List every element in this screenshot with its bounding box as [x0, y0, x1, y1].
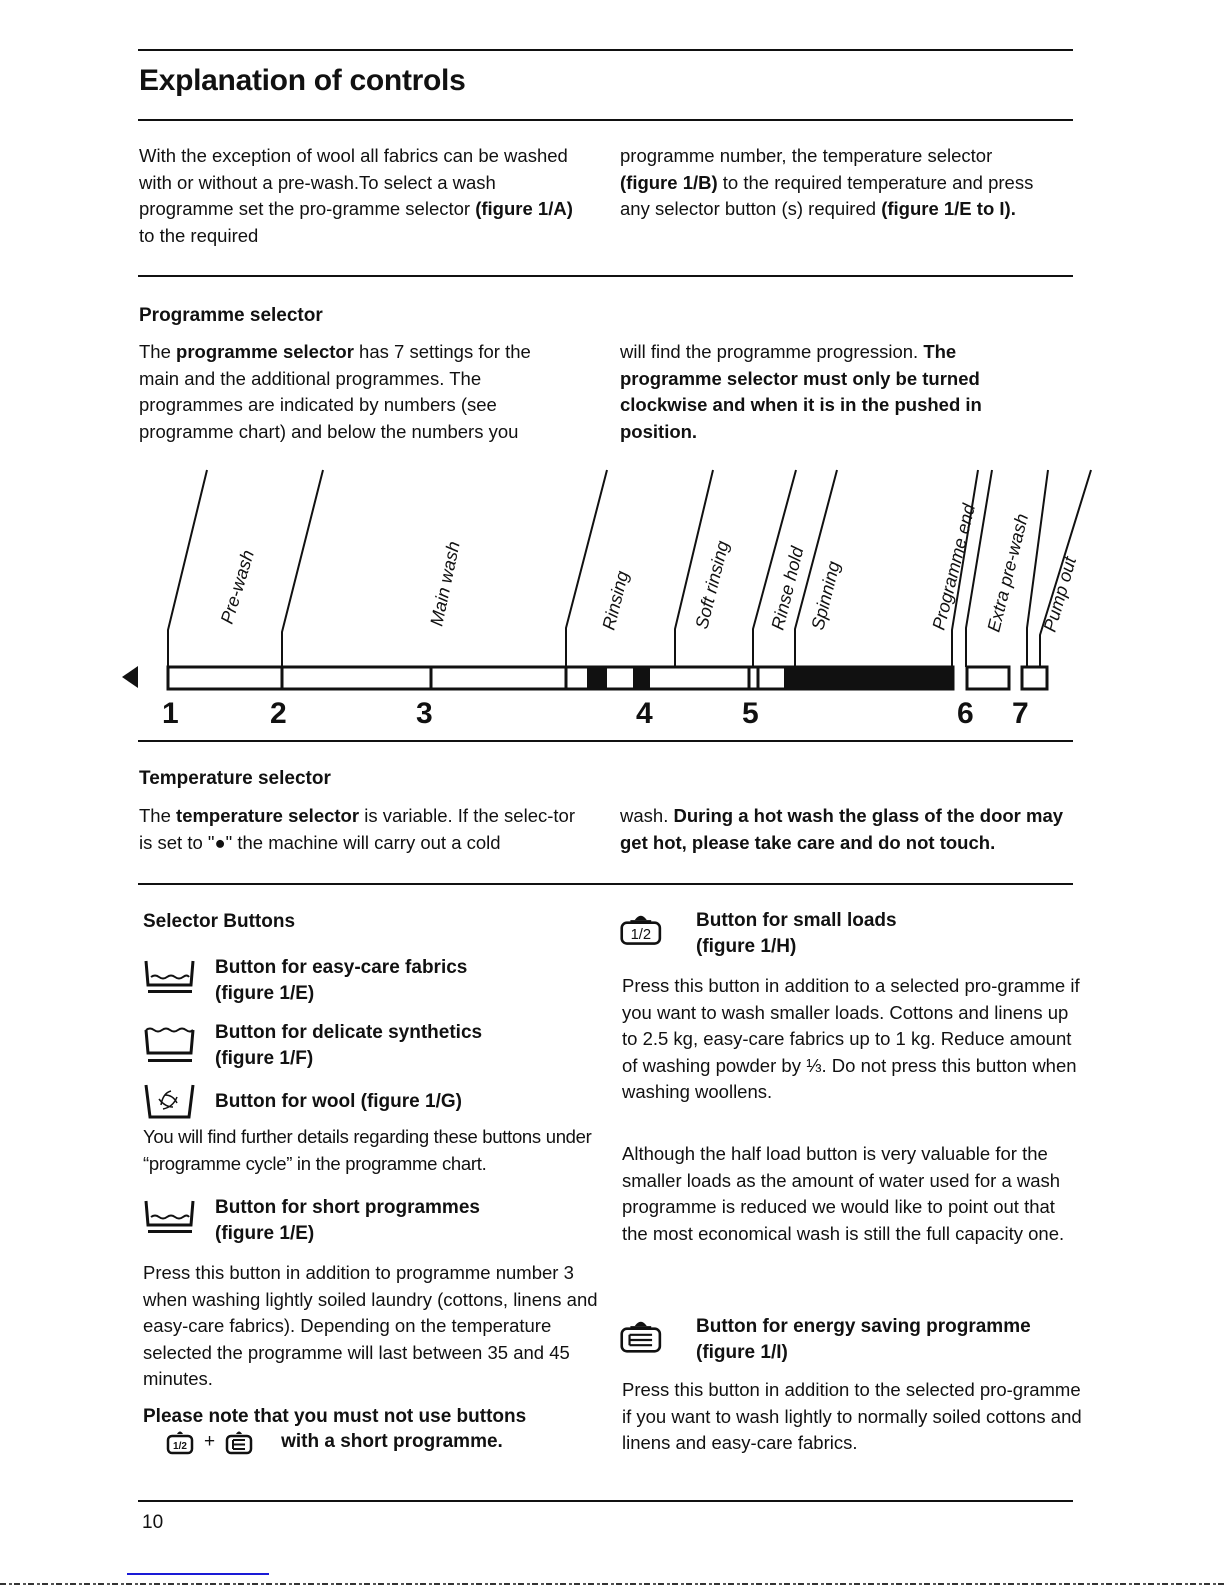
text-run: To select a wash programme set the pro-gramme selector — [139, 171, 496, 219]
easy-care-tub-icon — [143, 955, 203, 1007]
half-load-icon — [166, 1428, 194, 1456]
note-line1: Please note that you must not use buttons — [143, 1406, 527, 1427]
button-figure: (figure 1/H) — [696, 936, 797, 957]
button-figure: (figure 1/F) — [215, 1048, 314, 1069]
programme-number: 2 — [270, 697, 287, 730]
stage-label: Rinse hold — [767, 544, 808, 632]
bar-segment-black — [587, 667, 607, 689]
text-run: to the required — [139, 224, 259, 246]
further-details-text: You will find further details regarding these buttons under “programme cycle” in the programme chart. — [143, 1126, 592, 1174]
divider-line — [966, 470, 992, 667]
button-label: Button for short programmes — [215, 1197, 480, 1218]
selector-buttons-heading: Selector Buttons — [143, 911, 296, 932]
stage-label: Soft rinsing — [691, 538, 733, 631]
svg-text:1/2: 1/2 — [173, 1441, 187, 1452]
bar-segment-black — [633, 667, 650, 689]
intro-left — [139, 143, 579, 249]
text-run: is variable. If the selec-tor is set to "●" the machine will carry out a cold — [139, 805, 575, 853]
programme-number: 5 — [742, 697, 759, 730]
wool-button-entry — [143, 1083, 462, 1123]
text-run: The — [139, 341, 177, 362]
short-programme-button-entry — [143, 1195, 480, 1247]
bar-segment-white — [1022, 667, 1047, 689]
intro-right — [620, 143, 1050, 223]
delicate-tub-icon — [143, 1020, 203, 1072]
bar-segment-black — [784, 667, 953, 689]
link-underline — [127, 1573, 269, 1575]
programme-selector-left — [139, 339, 569, 445]
bold-run: The programme selector must only be turned clockwise and when it is in the pushed in position. — [620, 341, 982, 442]
divider-line — [168, 470, 207, 667]
bar-segment-white — [967, 667, 1009, 689]
page-title: Explanation of controls — [139, 64, 466, 97]
button-figure: (figure 1/E) — [215, 983, 315, 1004]
temperature-left — [139, 803, 589, 856]
text-run: has 7 settings for the main and the additional programmes. The programmes are indicated by numbers (see programme chart) and below the numbers you — [139, 341, 531, 442]
bold-run: (figure 1/E to I). — [881, 198, 1016, 219]
stage-label: Extra pre-wash — [983, 511, 1033, 634]
divider-line — [282, 470, 323, 667]
stage-label: Programme end — [928, 501, 980, 632]
text-run: to the required temperature and press any selector button (s) required — [620, 171, 1034, 219]
programme-selector-right — [620, 339, 1030, 445]
diagram-rule — [138, 740, 1073, 742]
intro-rule — [138, 275, 1073, 277]
small-loads-button-entry — [620, 908, 897, 960]
top-rule — [138, 49, 1073, 51]
button-label: Button for small loads — [696, 910, 897, 931]
temperature-selector-heading: Temperature selector — [139, 768, 331, 789]
energy-saving-text: Press this button in addition to the selected pro-gramme if you want to wash lightly to normally soiled cottons and linens and easy-care fabrics. — [622, 1379, 1082, 1453]
wool-tub-icon — [143, 1083, 203, 1123]
stage-label: Spinning — [807, 559, 844, 632]
easy-care-button-entry — [143, 955, 467, 1007]
text-run: wash. — [620, 805, 674, 826]
text-run: will find the programme progression. — [620, 341, 924, 362]
programme-selector-heading: Programme selector — [139, 305, 323, 326]
note-line2-row — [166, 1428, 503, 1456]
small-loads-text: Press this button in addition to a selected pro-gramme if you want to wash smaller loads. Cottons and linens up to 2.5 kg, easy-care fabrics up to 1 kg. Reduce amount of washing powder by ⅓. Do not press this button when washing woollens. — [622, 975, 1080, 1102]
button-figure: (figure 1/I) — [696, 1342, 788, 1363]
stage-label: Pump out — [1039, 554, 1081, 635]
divider-line — [566, 470, 607, 667]
bold-run: (figure 1/A) — [475, 198, 573, 219]
easy-care-tub-icon — [143, 1195, 203, 1247]
svg-text:1/2: 1/2 — [630, 927, 652, 944]
energy-saving-icon — [620, 1314, 672, 1366]
bold-run: (figure 1/B) — [620, 171, 718, 193]
plus-sign: + — [204, 1431, 216, 1452]
bold-run: programme selector — [176, 341, 354, 362]
small-loads-text2: Although the half load button is very valuable for the smaller loads as the amount of water used for a wash programme is reduced we would like to point out that the most economical wash is still the full capacity one. — [622, 1143, 1065, 1244]
energy-saving-button-entry — [620, 1314, 1031, 1366]
bold-run: During a hot wash the glass of the door may get hot, please take care and do not touch. — [620, 805, 1064, 853]
button-figure: (figure 1/E) — [215, 1223, 315, 1244]
programme-number: 4 — [636, 697, 653, 730]
button-label: Button for wool (figure 1/G) — [215, 1091, 462, 1112]
button-label: Button for energy saving programme — [696, 1316, 1031, 1337]
delicate-button-entry — [143, 1020, 482, 1072]
text-run: programme number, the temperature selector — [620, 145, 993, 166]
stage-label: Main wash — [426, 539, 464, 628]
programme-number: 3 — [416, 697, 433, 730]
bold-run: temperature selector — [176, 805, 360, 826]
text-run: The — [139, 805, 177, 826]
footer-rule — [138, 1500, 1073, 1502]
text-run: With the exception of wool all fabrics can be washed with or without a pre-wash. — [139, 145, 568, 193]
stage-label: Pre-wash — [216, 547, 259, 627]
temperature-rule — [138, 883, 1073, 885]
note-line2: with a short programme. — [281, 1431, 503, 1452]
button-label: Button for easy-care fabrics — [215, 957, 468, 978]
title-rule — [138, 119, 1073, 121]
bar-segment-white — [168, 667, 566, 689]
button-label: Button for delicate synthetics — [215, 1022, 483, 1043]
arrow-left-icon — [122, 666, 138, 688]
energy-saving-icon — [225, 1428, 253, 1456]
programme-number: 7 — [1012, 697, 1029, 730]
divider-line — [1027, 470, 1048, 667]
short-programme-text: Press this button in addition to programme number 3 when washing lightly soiled laundry (cottons, linens and easy-care fabrics). Depending on the temperature selected the programme will last between 35 and 45 minutes. — [143, 1262, 598, 1389]
programme-progression-diagram — [110, 455, 1110, 745]
programme-number: 1 — [162, 697, 179, 730]
stage-label: Rinsing — [598, 568, 633, 632]
half-load-icon — [620, 908, 672, 960]
programme-number: 6 — [957, 697, 974, 730]
temperature-right — [620, 803, 1080, 856]
page-number: 10 — [142, 1512, 164, 1533]
